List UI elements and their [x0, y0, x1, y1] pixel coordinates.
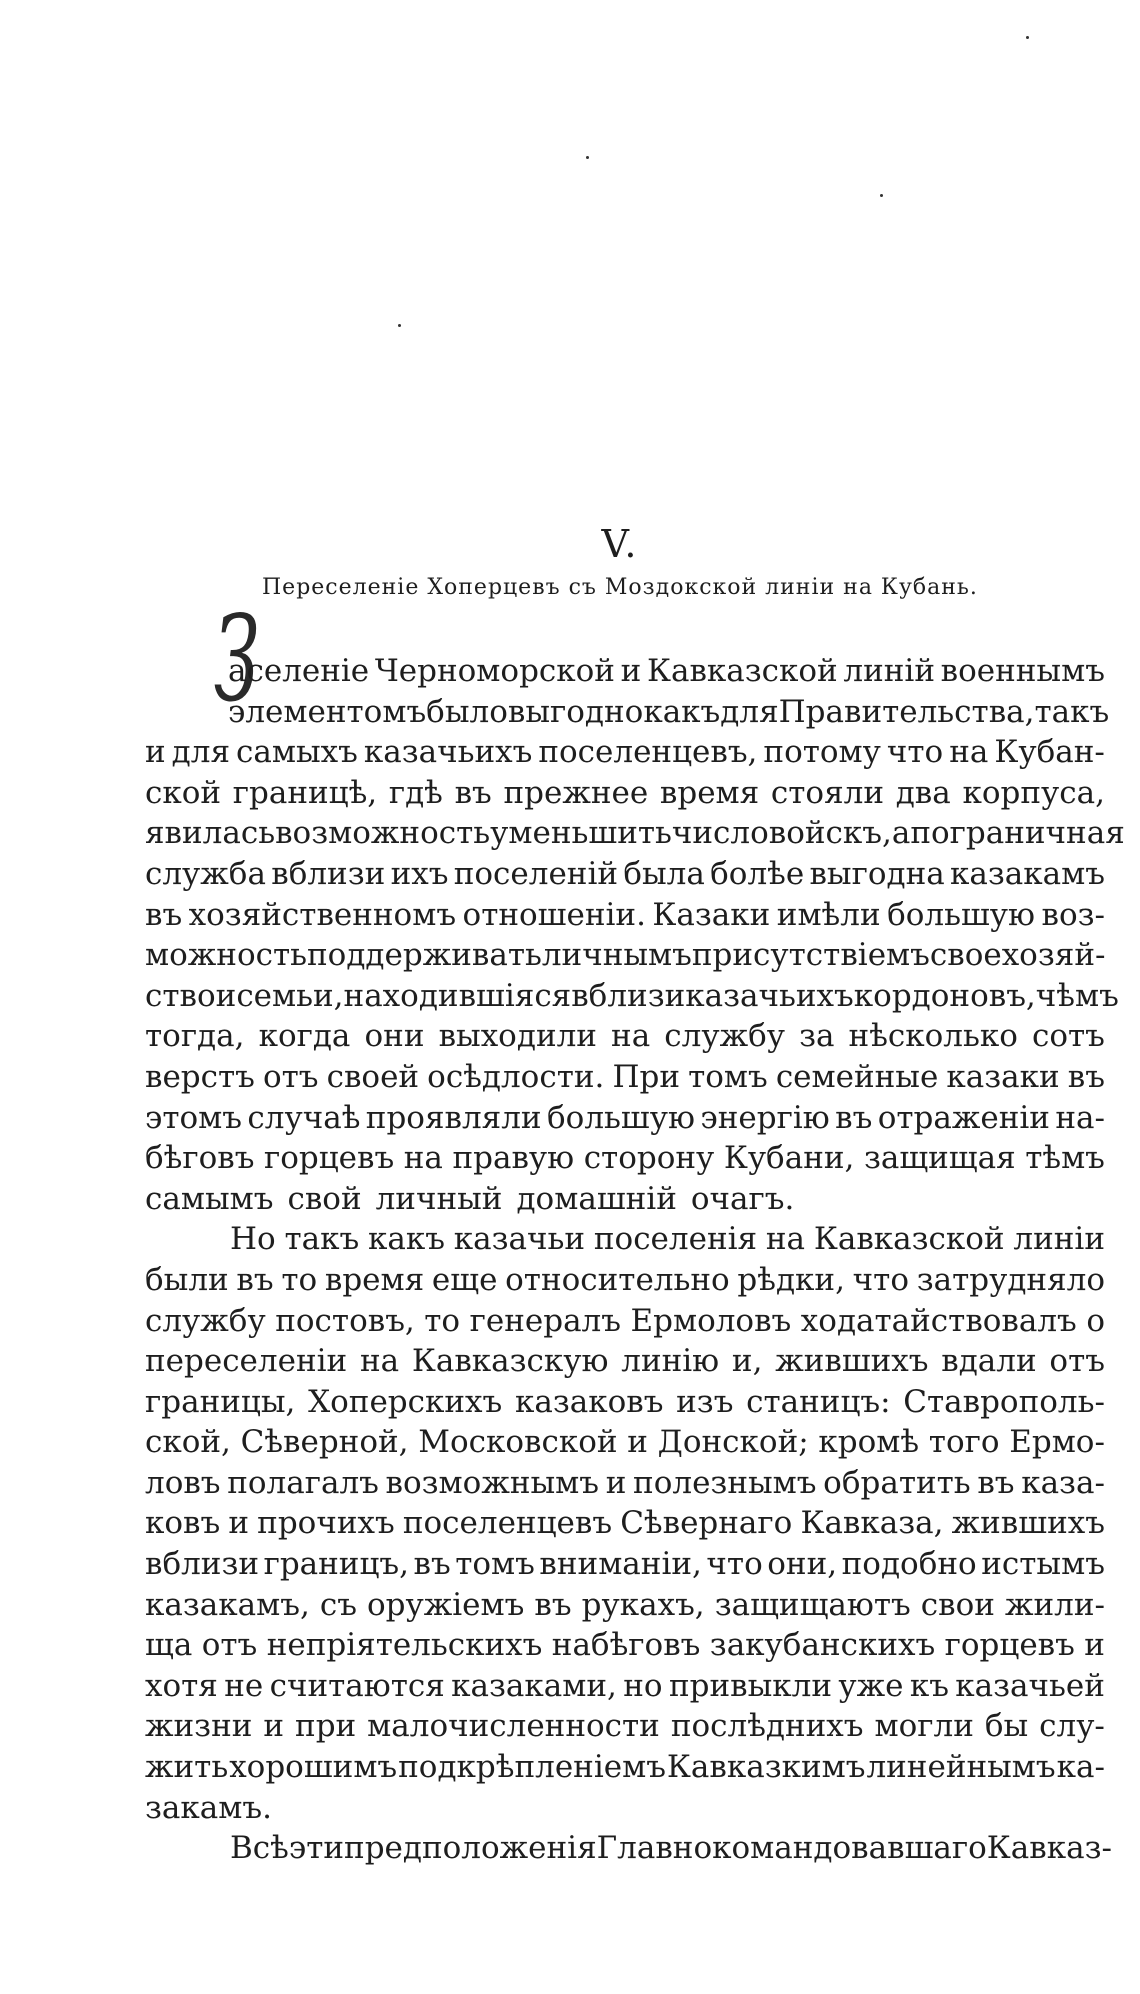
word: Кавказскую [411, 1343, 609, 1380]
word: истымъ [981, 1546, 1105, 1583]
word: жизни [145, 1708, 253, 1745]
word: и [145, 734, 166, 771]
word: Сѣверной, [240, 1424, 409, 1461]
word: два [895, 774, 951, 811]
word: бы [984, 1708, 1029, 1745]
word: предположенія [344, 1830, 597, 1867]
word: въ [534, 1586, 572, 1623]
word: Казаки [652, 896, 771, 933]
word: прочихъ [257, 1505, 395, 1542]
word: на [611, 1018, 651, 1055]
word: пограничная [910, 815, 1125, 852]
word: аселеніе [228, 653, 370, 689]
text-line [145, 854, 1105, 895]
word: когда [258, 1018, 351, 1055]
word: но [623, 1667, 663, 1704]
word: что [852, 1261, 909, 1298]
word: можность [145, 937, 308, 974]
word: они, [767, 1546, 838, 1583]
text-line [145, 1625, 1105, 1666]
word: на [765, 1221, 806, 1258]
text-line [145, 1503, 1105, 1544]
word: въ [977, 1464, 1015, 1501]
text-line [145, 976, 1119, 1017]
word: то [424, 1302, 461, 1339]
word: ка- [1056, 1749, 1105, 1786]
word: относительно [505, 1261, 730, 1298]
word: жить [145, 1749, 229, 1786]
word: ство [145, 977, 216, 1014]
text-line [145, 935, 1105, 976]
word: и [215, 977, 237, 1014]
word: поддерживать [307, 937, 542, 974]
word: непріятельскихъ [266, 1627, 543, 1664]
word: Кавказской [813, 1221, 1005, 1258]
word: линіи [1013, 1221, 1105, 1258]
word: отношеніи. [462, 896, 646, 933]
word: стояли [770, 774, 885, 811]
word: Кавказа, [800, 1505, 944, 1542]
word: полезнымъ [633, 1464, 817, 1501]
word: Ставрополь- [903, 1383, 1105, 1420]
word: отъ [1049, 1343, 1105, 1380]
word: вдали [941, 1343, 1037, 1380]
chapter-title: Переселеніе Хоперцевъ съ Моздокской линіи на Кубань. [262, 575, 978, 600]
word: въ [454, 774, 492, 811]
word: линію [621, 1343, 720, 1380]
word: границъ, [263, 1546, 409, 1583]
word: личный [375, 1180, 503, 1217]
text-line [145, 1098, 1105, 1139]
word: набѣговъ [551, 1627, 701, 1664]
word: станицъ: [746, 1383, 891, 1420]
word: уже [838, 1667, 904, 1704]
word: гдѣ [388, 774, 443, 811]
word: слу- [1039, 1708, 1105, 1745]
word: такъ [284, 1221, 360, 1258]
word: были [145, 1261, 229, 1298]
word: на [949, 734, 989, 771]
speck [880, 194, 883, 197]
word: возможность [275, 815, 491, 852]
word: Кавказской [646, 653, 838, 689]
word: ходатайствовалъ [800, 1302, 1077, 1339]
word: ловъ [145, 1464, 221, 1501]
word: въ [145, 896, 183, 933]
word: рукахъ, [581, 1586, 705, 1623]
word: прежнее [503, 774, 649, 811]
word: томъ [688, 1058, 768, 1095]
word: личнымъ [541, 937, 692, 974]
word: Кавказ- [986, 1830, 1112, 1867]
text-line [145, 1260, 1105, 1301]
word: отъ [262, 1058, 319, 1095]
word: Хоперскихъ [308, 1383, 503, 1420]
word: бѣговъ [145, 1140, 255, 1177]
word: большую [547, 1099, 695, 1136]
word: защищая [863, 1140, 1016, 1177]
word: съ [319, 1586, 357, 1623]
word: вниманіи, [539, 1546, 702, 1583]
word: Всѣ [230, 1830, 289, 1867]
text-line [145, 1788, 1105, 1829]
text-line [145, 651, 1105, 692]
word: корпуса, [962, 774, 1105, 811]
text-line [145, 1585, 1105, 1626]
word: казачьи [453, 1221, 586, 1258]
word: и [228, 1505, 250, 1542]
word: защищаютъ [714, 1586, 911, 1623]
word: каза- [1021, 1464, 1105, 1501]
word: Кубан- [994, 734, 1105, 771]
word: и [1084, 1627, 1105, 1664]
word: домашній [516, 1180, 677, 1217]
text-line [145, 1747, 1105, 1788]
word: сторону [583, 1140, 715, 1177]
text-line [145, 1057, 1105, 1098]
word: имѣли [776, 896, 881, 933]
word: ской [145, 774, 222, 811]
word: о [1086, 1302, 1105, 1339]
word: не [224, 1667, 264, 1704]
word: Ермоловъ [630, 1302, 792, 1339]
word: то [281, 1261, 318, 1298]
word: для [171, 734, 231, 771]
word: изъ [676, 1383, 734, 1420]
word: постовъ, [275, 1302, 415, 1339]
word: въ [835, 1099, 873, 1136]
word: время [324, 1261, 425, 1298]
text-line [145, 692, 1110, 733]
word: воз- [1041, 896, 1105, 933]
speck [586, 156, 589, 159]
word: обратить [823, 1464, 971, 1501]
word: казаковъ [514, 1383, 664, 1420]
word: нѣсколько [848, 1018, 1018, 1055]
word: правую [452, 1140, 575, 1177]
word: малочисленности [367, 1708, 660, 1745]
word: Кубани, [723, 1140, 855, 1177]
speck [1026, 36, 1029, 39]
word: переселеніи [145, 1343, 348, 1380]
word: уменьшить [490, 815, 672, 852]
word: и [620, 653, 642, 689]
word: линейнымъ [866, 1749, 1056, 1786]
word: Правительства, [778, 693, 1035, 730]
word: семьи, [236, 977, 344, 1014]
word: они [364, 1018, 425, 1055]
word: Сѣвернаго [620, 1505, 793, 1542]
word: выгодна [809, 855, 945, 892]
word: Черноморской [374, 653, 615, 689]
word: подобно [841, 1546, 977, 1583]
word: Московской [418, 1424, 618, 1461]
text-line [145, 895, 1105, 936]
word: генералъ [469, 1302, 621, 1339]
word: на [403, 1140, 443, 1177]
word: и, [731, 1343, 763, 1380]
word: казакамъ, [145, 1586, 310, 1623]
word: отраженіи [877, 1099, 1050, 1136]
word: при [295, 1708, 357, 1745]
word: осѣдлости. [427, 1058, 605, 1095]
word: къ [909, 1667, 949, 1704]
word: такъ [1034, 693, 1110, 730]
speck [398, 324, 401, 327]
word: линій [843, 653, 935, 689]
word: и [605, 1464, 627, 1501]
word: рѣдки, [737, 1261, 845, 1298]
text-line [145, 1828, 1112, 1869]
word: казачьихъ [685, 977, 854, 1014]
word: жили- [1004, 1586, 1105, 1623]
word: кордоновъ, [853, 977, 1036, 1014]
word: вблизи [145, 1546, 260, 1583]
word: вблизи [571, 977, 686, 1014]
word: болѣе [710, 855, 805, 892]
word: службу [664, 1018, 785, 1055]
text-line [145, 1219, 1105, 1260]
text-line [145, 773, 1105, 814]
word: послѣднихъ [670, 1708, 864, 1745]
text-line [145, 1463, 1105, 1504]
word: службу [145, 1302, 266, 1339]
text-line [145, 1706, 1105, 1747]
word: закамъ. [145, 1789, 272, 1826]
word: тѣмъ [1025, 1140, 1105, 1177]
word: Донской; [657, 1424, 809, 1461]
word: въ [413, 1546, 451, 1583]
drop-cap: З [214, 590, 260, 728]
word: оружіемъ [366, 1586, 525, 1623]
word: привыкли [668, 1667, 832, 1704]
word: для [720, 693, 779, 730]
word: на- [1055, 1099, 1105, 1136]
word: въ [1067, 1058, 1105, 1095]
text-line [145, 1382, 1105, 1423]
word: число [671, 815, 769, 852]
word: какъ [643, 693, 721, 730]
word: Главнокомандовавшаго [596, 1830, 987, 1867]
word: казачьей [955, 1667, 1105, 1704]
word: на [359, 1343, 400, 1380]
text-line [145, 1544, 1105, 1585]
word: семейные [775, 1058, 939, 1095]
word: чѣмъ [1035, 977, 1119, 1014]
word: за [799, 1018, 835, 1055]
word: потому [763, 734, 881, 771]
word: казакамъ [950, 855, 1105, 892]
word: хозяйственномъ [188, 896, 457, 933]
word: служба [145, 855, 266, 892]
word: присутствіемъ [691, 937, 930, 974]
word: своей [326, 1058, 420, 1095]
text-line [145, 1301, 1105, 1342]
word: поселенцевъ [402, 1505, 613, 1542]
word: поселенія [593, 1221, 758, 1258]
word: находившіяся [343, 977, 572, 1014]
text-line [145, 1666, 1105, 1707]
text-line [145, 732, 1105, 773]
word: Ермо- [1009, 1424, 1105, 1461]
chapter-number: V. [601, 522, 639, 566]
word: военнымъ [940, 653, 1105, 689]
word: хорошимъ [229, 1749, 398, 1786]
word: полагалъ [227, 1464, 379, 1501]
word: самыхъ [236, 734, 358, 771]
word: Кавказкимъ [666, 1749, 866, 1786]
word: и [627, 1424, 648, 1461]
word: элементомъ [228, 693, 427, 730]
word: еще [431, 1261, 498, 1298]
word: сотъ [1032, 1018, 1105, 1055]
word: казаки [946, 1058, 1060, 1095]
word: горцевъ [944, 1627, 1075, 1664]
word: что [886, 734, 944, 771]
word: какъ [368, 1221, 445, 1258]
word: хотя [145, 1667, 218, 1704]
word: и [263, 1708, 285, 1745]
word: выгодно [507, 693, 644, 730]
word: томъ [455, 1546, 535, 1583]
word: вблизи [271, 855, 386, 892]
text-line [145, 1138, 1105, 1179]
word: того [928, 1424, 1000, 1461]
text-line [145, 1016, 1105, 1057]
word: явилась [145, 815, 276, 852]
text-line [145, 1341, 1105, 1382]
word: была [623, 855, 705, 892]
word: войскъ, [768, 815, 892, 852]
word: а [891, 815, 911, 852]
text-line [145, 1179, 1105, 1220]
word: въ [236, 1261, 274, 1298]
word: ской, [145, 1424, 231, 1461]
word: случаѣ [247, 1099, 361, 1136]
word: горцевъ [264, 1140, 395, 1177]
word: большую [887, 896, 1036, 933]
word: считаются [269, 1667, 445, 1704]
word: отъ [201, 1627, 258, 1664]
word: свое [929, 937, 1002, 974]
word: было [426, 693, 508, 730]
word: казачьихъ [363, 734, 533, 771]
body-text [145, 651, 1125, 1869]
word: закубанскихъ [709, 1627, 936, 1664]
word: эти [288, 1830, 345, 1867]
text-line [145, 1422, 1105, 1463]
word: проявляли [365, 1099, 542, 1136]
text-line [145, 813, 1125, 854]
word: затрудняло [916, 1261, 1105, 1298]
word: возможнымъ [385, 1464, 600, 1501]
word: верстъ [145, 1058, 255, 1095]
word: поселеній [453, 855, 619, 892]
word: хозяй- [1001, 937, 1106, 974]
word: жившихъ [951, 1505, 1105, 1542]
word: энергію [700, 1099, 830, 1136]
word: Но [230, 1221, 276, 1258]
word: границы, [145, 1383, 296, 1420]
word: ща [145, 1627, 193, 1664]
word: свои [920, 1586, 995, 1623]
word: ихъ [390, 855, 449, 892]
word: самымъ [145, 1180, 274, 1217]
word: поселенцевъ, [538, 734, 758, 771]
word: свой [287, 1180, 362, 1217]
word: кромѣ [818, 1424, 920, 1461]
word: этомъ [145, 1099, 243, 1136]
word: очагъ. [690, 1180, 795, 1217]
word: выходили [438, 1018, 597, 1055]
word: казаками, [451, 1667, 617, 1704]
word: что [706, 1546, 763, 1583]
word: тогда, [145, 1018, 245, 1055]
word: ковъ [145, 1505, 221, 1542]
word: подкрѣпленіемъ [398, 1749, 666, 1786]
word: могли [874, 1708, 974, 1745]
word: жившихъ [775, 1343, 929, 1380]
word: границѣ, [232, 774, 378, 811]
word: время [659, 774, 760, 811]
word: При [612, 1058, 680, 1095]
